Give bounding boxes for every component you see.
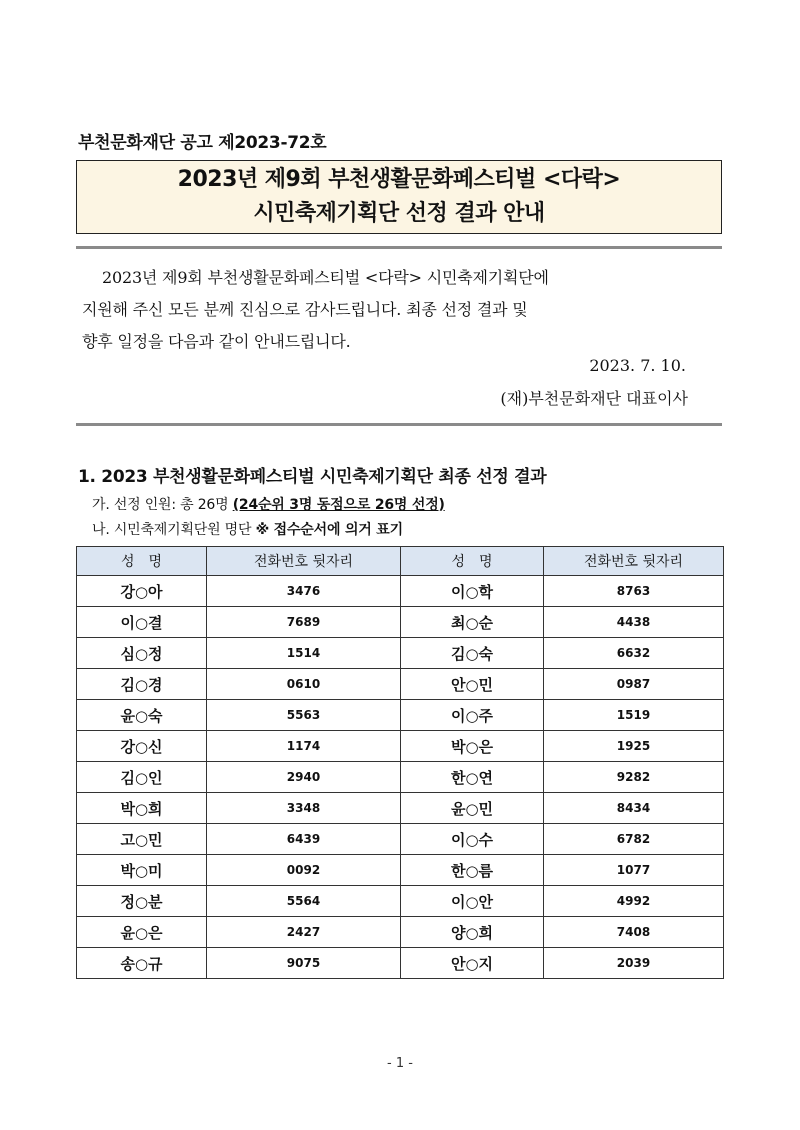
member-name: 심○정 <box>77 638 207 669</box>
table-header-row <box>77 547 724 576</box>
member-phone: 1514 <box>207 638 401 669</box>
member-name: 안○지 <box>401 948 544 979</box>
member-name: 이○안 <box>401 886 544 917</box>
member-name: 한○름 <box>401 855 544 886</box>
roster-table <box>76 546 724 979</box>
member-phone: 6439 <box>207 824 401 855</box>
table-row <box>77 731 724 762</box>
page-number: - 1 - <box>387 1056 413 1071</box>
member-name: 고○민 <box>77 824 207 855</box>
member-phone: 7408 <box>544 917 724 948</box>
member-phone: 4992 <box>544 886 724 917</box>
member-phone: 0092 <box>207 855 401 886</box>
member-phone: 2039 <box>544 948 724 979</box>
member-name: 김○경 <box>77 669 207 700</box>
roster-caption-note: ※ 접수순서에 의거 표기 <box>255 522 403 538</box>
member-phone: 1077 <box>544 855 724 886</box>
member-name: 윤○민 <box>401 793 544 824</box>
notice-date: 2023. 7. 10. <box>589 356 686 375</box>
member-name: 정○분 <box>77 886 207 917</box>
header-name-1: 성 명 <box>77 547 207 576</box>
member-phone: 0987 <box>544 669 724 700</box>
member-phone: 0610 <box>207 669 401 700</box>
member-name: 한○연 <box>401 762 544 793</box>
selection-count-label: 가. 선정 인원: 총 26명 <box>92 497 233 513</box>
member-phone: 5564 <box>207 886 401 917</box>
title-line-2: 시민축제기획단 선정 결과 안내 <box>253 201 545 226</box>
member-phone: 1925 <box>544 731 724 762</box>
member-phone: 9075 <box>207 948 401 979</box>
intro-line-1: 2023년 제9회 부천생활문화페스티벌 <다락> 시민축제기획단에 <box>102 268 549 287</box>
issuer: (재)부천문화재단 대표이사 <box>500 389 688 408</box>
member-phone: 1174 <box>207 731 401 762</box>
table-row <box>77 793 724 824</box>
table-row <box>77 917 724 948</box>
member-phone: 3348 <box>207 793 401 824</box>
member-name: 강○아 <box>77 576 207 607</box>
member-name: 박○미 <box>77 855 207 886</box>
table-row <box>77 700 724 731</box>
table-row <box>77 824 724 855</box>
member-name: 윤○은 <box>77 917 207 948</box>
table-row <box>77 576 724 607</box>
divider-top <box>76 246 722 249</box>
member-name: 윤○숙 <box>77 700 207 731</box>
header-name-2: 성 명 <box>401 547 544 576</box>
member-name: 양○희 <box>401 917 544 948</box>
intro-line-3: 향후 일정을 다음과 같이 안내드립니다. <box>82 332 351 351</box>
member-name: 이○결 <box>77 607 207 638</box>
member-name: 이○수 <box>401 824 544 855</box>
member-name: 이○주 <box>401 700 544 731</box>
member-name: 이○학 <box>401 576 544 607</box>
section-1-title: 1. 2023 부천생활문화페스티벌 시민축제기획단 최종 선정 결과 <box>78 467 547 487</box>
roster-caption <box>92 519 403 539</box>
member-name: 박○은 <box>401 731 544 762</box>
title-line-1: 2023년 제9회 부천생활문화페스티벌 <다락> <box>177 167 621 192</box>
member-phone: 1519 <box>544 700 724 731</box>
member-name: 안○민 <box>401 669 544 700</box>
notice-number: 부천문화재단 공고 제2023-72호 <box>78 133 327 153</box>
member-phone: 6632 <box>544 638 724 669</box>
member-phone: 4438 <box>544 607 724 638</box>
selection-count-note: (24순위 3명 동점으로 26명 선정) <box>232 497 445 513</box>
header-phone-1: 전화번호 뒷자리 <box>207 547 401 576</box>
member-phone: 8434 <box>544 793 724 824</box>
selection-count <box>92 494 445 514</box>
member-phone: 9282 <box>544 762 724 793</box>
member-phone: 8763 <box>544 576 724 607</box>
table-row <box>77 948 724 979</box>
member-name: 김○숙 <box>401 638 544 669</box>
table-row <box>77 607 724 638</box>
member-phone: 2427 <box>207 917 401 948</box>
member-phone: 6782 <box>544 824 724 855</box>
table-row <box>77 762 724 793</box>
table-row <box>77 886 724 917</box>
member-phone: 3476 <box>207 576 401 607</box>
table-row <box>77 669 724 700</box>
member-name: 최○순 <box>401 607 544 638</box>
member-phone: 2940 <box>207 762 401 793</box>
header-phone-2: 전화번호 뒷자리 <box>544 547 724 576</box>
member-name: 송○규 <box>77 948 207 979</box>
member-name: 강○신 <box>77 731 207 762</box>
roster-caption-label: 나. 시민축제기획단원 명단 <box>92 522 256 538</box>
table-row <box>77 855 724 886</box>
intro-paragraph <box>82 262 716 358</box>
member-name: 김○인 <box>77 762 207 793</box>
divider-bottom <box>76 423 722 426</box>
table-row <box>77 638 724 669</box>
member-name: 박○희 <box>77 793 207 824</box>
member-phone: 5563 <box>207 700 401 731</box>
member-phone: 7689 <box>207 607 401 638</box>
intro-line-2: 지원해 주신 모든 분께 진심으로 감사드립니다. 최종 선정 결과 및 <box>82 300 528 319</box>
title-box <box>76 160 722 234</box>
